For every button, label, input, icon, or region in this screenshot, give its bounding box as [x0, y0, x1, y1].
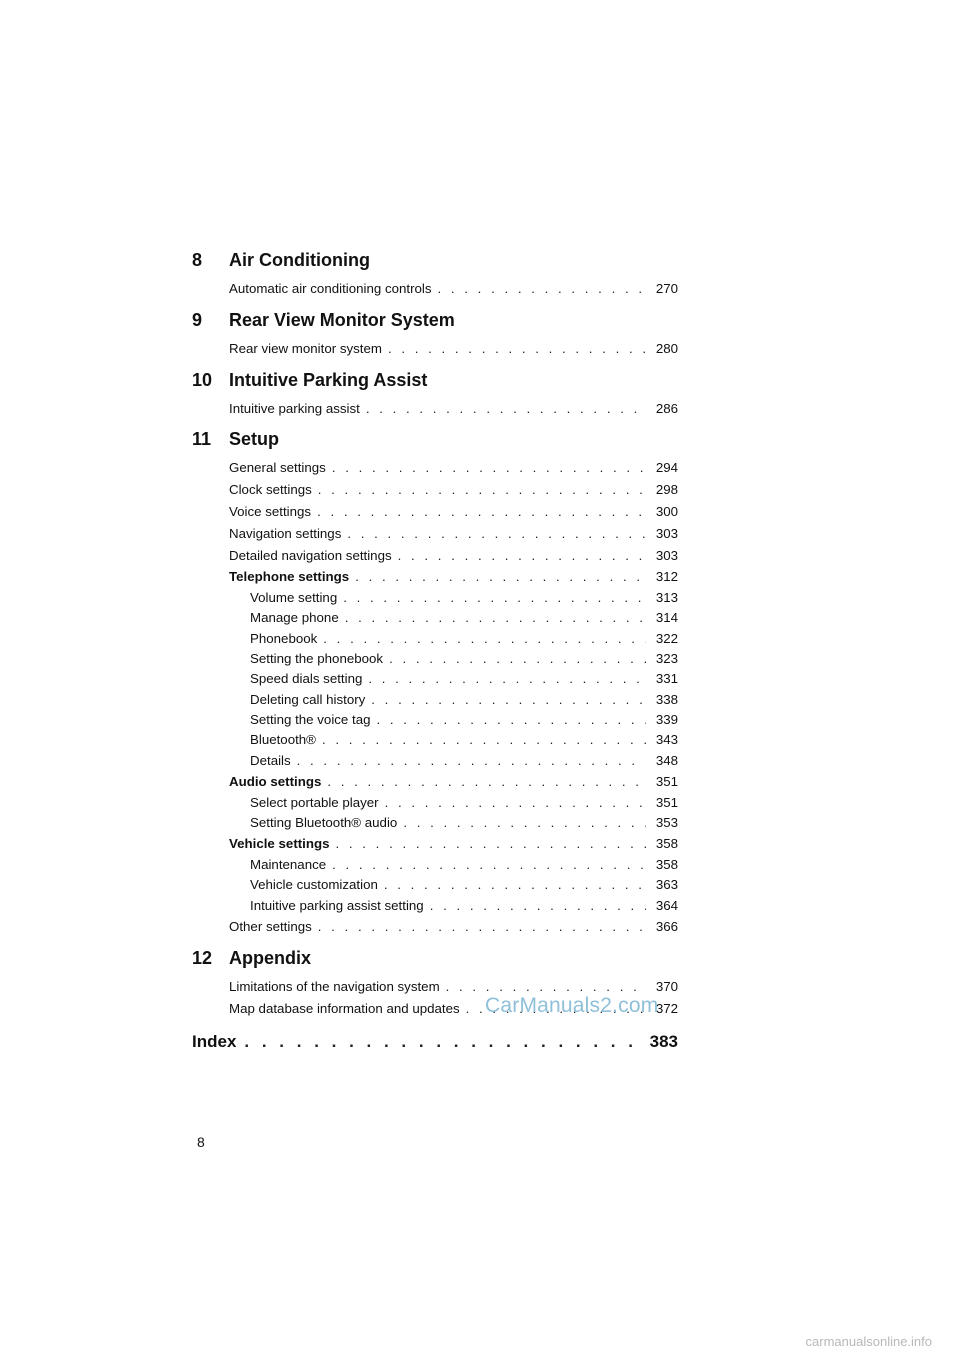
dot-leader: [355, 566, 646, 588]
dot-leader: [332, 457, 646, 479]
toc-entry-page: 303: [655, 525, 678, 541]
index-page: 383: [649, 1032, 678, 1052]
toc-entry-list: [192, 334, 678, 366]
dot-leader: [389, 649, 646, 669]
toc-entry-page: 339: [655, 711, 678, 727]
toc-entry-page: 312: [655, 569, 678, 585]
toc-entry-label: Voice settings: [229, 503, 312, 519]
toc-entry[interactable]: [229, 338, 678, 360]
table-of-contents: [192, 246, 678, 1057]
toc-entry-label: Automatic air conditioning controls: [229, 281, 432, 296]
toc-entry[interactable]: [229, 501, 678, 523]
toc-entry-label: Navigation settings: [229, 525, 342, 541]
section-number: 11: [192, 429, 212, 450]
toc-entry-label: Details: [250, 752, 291, 768]
toc-entry[interactable]: [250, 649, 678, 669]
dot-leader: [347, 523, 646, 545]
dot-leader: [345, 608, 646, 628]
dot-leader: [318, 916, 646, 938]
toc-entry-label: Setting the phonebook: [250, 651, 384, 667]
toc-entry-page: 286: [655, 400, 678, 416]
toc-entry-page: 372: [655, 1000, 678, 1016]
toc-entry-page: 351: [655, 773, 678, 789]
toc-entry-label: Bluetooth®: [250, 732, 316, 748]
toc-entry-label: Deleting call history: [250, 691, 366, 707]
toc-entry-label: Select portable player: [250, 794, 379, 810]
toc-entry[interactable]: [229, 479, 678, 501]
dot-leader: [371, 690, 646, 710]
dot-leader: [318, 479, 646, 501]
dot-leader: [332, 855, 646, 875]
toc-entry-label: Setting Bluetooth® audio: [250, 814, 398, 830]
toc-entry-label: Speed dials setting: [250, 671, 363, 687]
toc-entry-label: Vehicle customization: [250, 877, 378, 893]
toc-entry-label: Phonebook: [250, 630, 318, 646]
toc-entry[interactable]: [229, 833, 678, 855]
dot-leader: [403, 813, 646, 833]
dot-leader: [368, 669, 646, 689]
section-title: Air Conditioning: [229, 250, 370, 270]
toc-entry-label: Limitations of the navigation system: [229, 978, 440, 994]
toc-entry[interactable]: [229, 457, 678, 479]
watermark-logo: CarManuals2.com: [485, 994, 659, 1017]
toc-entry[interactable]: [229, 566, 678, 588]
page-number: 8: [197, 1134, 205, 1150]
toc-entry[interactable]: [250, 855, 678, 875]
section-heading[interactable]: [192, 246, 678, 274]
section-title: Appendix: [229, 947, 312, 968]
section-heading[interactable]: [192, 944, 678, 972]
toc-entry-page: 300: [655, 503, 678, 519]
toc-entry-page: 343: [655, 732, 678, 748]
toc-entry[interactable]: [250, 690, 678, 710]
section-title: Intuitive Parking Assist: [229, 369, 428, 390]
toc-entry-label: Maintenance: [250, 857, 327, 873]
toc-entry-list: [192, 453, 678, 943]
toc-entry-page: 323: [655, 651, 678, 667]
toc-entry-page: 351: [655, 794, 678, 810]
toc-entry-page: 364: [655, 897, 678, 913]
toc-entry-page: 353: [655, 814, 678, 830]
toc-entry-label: Other settings: [229, 918, 312, 934]
footer-watermark: carmanualsonline.info: [805, 1334, 932, 1349]
toc-entry[interactable]: [229, 278, 678, 300]
toc-entry-list: [192, 274, 678, 306]
toc-entry[interactable]: [250, 669, 678, 689]
toc-entry-page: 314: [655, 610, 678, 626]
dot-leader: [323, 629, 646, 649]
dot-leader: [327, 771, 646, 793]
toc-entry[interactable]: [250, 751, 678, 771]
dot-leader: [385, 793, 646, 813]
toc-entry-page: 338: [655, 691, 678, 707]
toc-entry-label: Intuitive parking assist setting: [250, 897, 424, 913]
toc-entry-page: 366: [655, 918, 678, 934]
toc-entry-page: 370: [655, 978, 678, 994]
toc-entry[interactable]: [250, 896, 678, 916]
toc-entry[interactable]: [250, 793, 678, 813]
toc-entry-label: Rear view monitor system: [229, 340, 382, 356]
section-heading[interactable]: [192, 306, 678, 334]
dot-leader: [366, 398, 646, 420]
dot-leader: [398, 545, 646, 567]
toc-entry-label: Intuitive parking assist: [229, 400, 360, 416]
toc-entry[interactable]: [229, 916, 678, 938]
toc-entry[interactable]: [250, 629, 678, 649]
section-heading[interactable]: [192, 425, 678, 453]
index-entry[interactable]: [192, 1027, 678, 1057]
dot-leader: [343, 588, 646, 608]
toc-entry-label: Vehicle settings: [229, 836, 330, 852]
toc-entry-page: 363: [655, 877, 678, 893]
dot-leader: [388, 338, 646, 360]
toc-entry[interactable]: [229, 545, 678, 567]
toc-entry[interactable]: [250, 608, 678, 628]
toc-entry[interactable]: [229, 771, 678, 793]
section-number: 8: [192, 250, 203, 270]
toc-entry-page: 270: [655, 281, 678, 296]
toc-entry-label: Setting the voice tag: [250, 711, 371, 727]
toc-entry[interactable]: [250, 710, 678, 730]
toc-entry-page: 294: [655, 460, 678, 476]
section-heading[interactable]: [192, 366, 678, 394]
toc-entry-page: 280: [655, 340, 678, 356]
index-label: Index: [192, 1032, 237, 1052]
toc-entry-label: Clock settings: [229, 482, 312, 498]
section-title: Rear View Monitor System: [229, 309, 455, 330]
dot-leader: [438, 278, 646, 300]
dot-leader: [384, 875, 646, 895]
toc-entry[interactable]: [229, 398, 678, 420]
dot-leader: [430, 896, 646, 916]
toc-entry-label: Manage phone: [250, 610, 339, 626]
dot-leader: [322, 730, 646, 750]
section-number: 9: [192, 309, 203, 330]
toc-entry-page: 298: [655, 482, 678, 498]
toc-entry-label: Audio settings: [229, 773, 322, 789]
toc-entry-label: Telephone settings: [229, 569, 350, 585]
section-title: Setup: [229, 429, 280, 450]
section-number: 12: [192, 947, 213, 968]
toc-entry-label: Detailed navigation settings: [229, 547, 392, 563]
toc-entry-label: Volume setting: [250, 590, 338, 606]
toc-entry[interactable]: [250, 588, 678, 608]
toc-entry[interactable]: [250, 813, 678, 833]
toc-entry-label: Map database information and updates: [229, 1000, 460, 1016]
dot-leader: [297, 751, 646, 771]
toc-entry-page: 303: [655, 547, 678, 563]
dot-leader: [244, 1027, 642, 1057]
toc-entry-page: 358: [655, 857, 678, 873]
toc-entry-list: [192, 394, 678, 426]
toc-entry[interactable]: [250, 875, 678, 895]
toc-entry-label: General settings: [229, 460, 326, 476]
section-number: 10: [192, 369, 213, 390]
dot-leader: [317, 501, 646, 523]
toc-entry[interactable]: [250, 730, 678, 750]
toc-entry-page: 348: [655, 752, 678, 768]
toc-entry-page: 313: [655, 590, 678, 606]
dot-leader: [377, 710, 647, 730]
toc-entry-page: 331: [655, 671, 678, 687]
toc-entry-page: 358: [655, 836, 678, 852]
toc-entry-page: 322: [655, 630, 678, 646]
toc-entry[interactable]: [229, 523, 678, 545]
dot-leader: [336, 833, 646, 855]
